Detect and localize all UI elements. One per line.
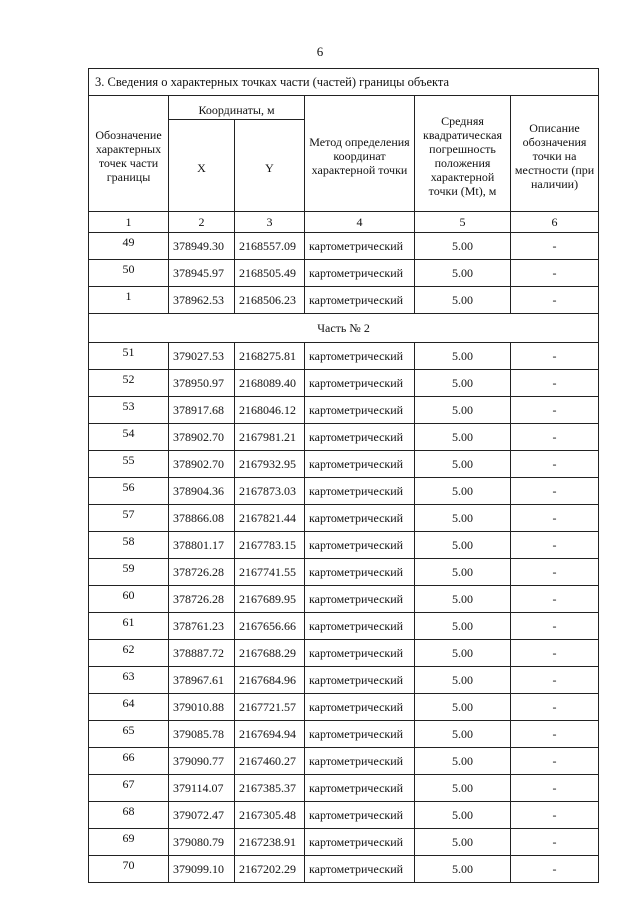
column-number: 4 xyxy=(305,212,415,233)
table-row xyxy=(89,532,599,559)
method-cell: картометрический xyxy=(305,667,415,694)
point-cell: 62 xyxy=(89,640,169,667)
point-cell: 1 xyxy=(89,287,169,314)
error-cell: 5.00 xyxy=(415,233,511,260)
part-row xyxy=(89,314,599,343)
point-cell: 49 xyxy=(89,233,169,260)
point-cell: 56 xyxy=(89,478,169,505)
x-coordinate-cell: 378950.97 xyxy=(169,370,235,397)
table-row xyxy=(89,397,599,424)
header-point: Обозначение характерных точек части границы xyxy=(89,96,169,212)
table-row xyxy=(89,233,599,260)
error-cell: 5.00 xyxy=(415,640,511,667)
description-cell: - xyxy=(511,532,599,559)
column-number: 6 xyxy=(511,212,599,233)
error-cell: 5.00 xyxy=(415,802,511,829)
part2-label: Часть № 2 xyxy=(89,314,599,343)
method-cell: картометрический xyxy=(305,694,415,721)
x-coordinate-cell: 378887.72 xyxy=(169,640,235,667)
description-cell: - xyxy=(511,802,599,829)
y-coordinate-cell: 2168089.40 xyxy=(235,370,305,397)
method-cell: картометрический xyxy=(305,260,415,287)
column-number: 3 xyxy=(235,212,305,233)
x-coordinate-cell: 379085.78 xyxy=(169,721,235,748)
x-coordinate-cell: 379099.10 xyxy=(169,856,235,883)
part2-body xyxy=(89,343,599,883)
x-coordinate-cell: 378866.08 xyxy=(169,505,235,532)
error-cell: 5.00 xyxy=(415,370,511,397)
table-row xyxy=(89,424,599,451)
method-cell: картометрический xyxy=(305,748,415,775)
point-cell: 67 xyxy=(89,775,169,802)
column-number: 5 xyxy=(415,212,511,233)
error-cell: 5.00 xyxy=(415,451,511,478)
table-row xyxy=(89,856,599,883)
column-number: 2 xyxy=(169,212,235,233)
method-cell: картометрический xyxy=(305,559,415,586)
y-coordinate-cell: 2167202.29 xyxy=(235,856,305,883)
x-coordinate-cell: 379010.88 xyxy=(169,694,235,721)
method-cell: картометрический xyxy=(305,586,415,613)
description-cell: - xyxy=(511,559,599,586)
error-cell: 5.00 xyxy=(415,721,511,748)
table-row xyxy=(89,287,599,314)
method-cell: картометрический xyxy=(305,370,415,397)
table-row xyxy=(89,721,599,748)
table-row xyxy=(89,667,599,694)
table-row xyxy=(89,748,599,775)
description-cell: - xyxy=(511,586,599,613)
y-coordinate-cell: 2167821.44 xyxy=(235,505,305,532)
description-cell: - xyxy=(511,287,599,314)
x-coordinate-cell: 379114.07 xyxy=(169,775,235,802)
method-cell: картометрический xyxy=(305,424,415,451)
table-row xyxy=(89,260,599,287)
point-cell: 50 xyxy=(89,260,169,287)
method-cell: картометрический xyxy=(305,287,415,314)
part2-header xyxy=(89,314,599,343)
y-coordinate-cell: 2168557.09 xyxy=(235,233,305,260)
description-cell: - xyxy=(511,829,599,856)
error-cell: 5.00 xyxy=(415,397,511,424)
description-cell: - xyxy=(511,856,599,883)
point-cell: 68 xyxy=(89,802,169,829)
table-row xyxy=(89,775,599,802)
point-cell: 63 xyxy=(89,667,169,694)
method-cell: картометрический xyxy=(305,343,415,370)
method-cell: картометрический xyxy=(305,856,415,883)
method-cell: картометрический xyxy=(305,397,415,424)
error-cell: 5.00 xyxy=(415,532,511,559)
y-coordinate-cell: 2168506.23 xyxy=(235,287,305,314)
point-cell: 61 xyxy=(89,613,169,640)
y-coordinate-cell: 2167460.27 xyxy=(235,748,305,775)
method-cell: картометрический xyxy=(305,775,415,802)
point-cell: 53 xyxy=(89,397,169,424)
x-coordinate-cell: 379090.77 xyxy=(169,748,235,775)
y-coordinate-cell: 2167684.96 xyxy=(235,667,305,694)
y-coordinate-cell: 2168505.49 xyxy=(235,260,305,287)
header-x: X xyxy=(169,120,235,212)
y-coordinate-cell: 2168046.12 xyxy=(235,397,305,424)
y-coordinate-cell: 2167689.95 xyxy=(235,586,305,613)
x-coordinate-cell: 378945.97 xyxy=(169,260,235,287)
section-title-row xyxy=(89,69,599,96)
description-cell: - xyxy=(511,775,599,802)
point-cell: 54 xyxy=(89,424,169,451)
description-cell: - xyxy=(511,451,599,478)
error-cell: 5.00 xyxy=(415,424,511,451)
x-coordinate-cell: 379027.53 xyxy=(169,343,235,370)
table-row xyxy=(89,343,599,370)
table-row xyxy=(89,802,599,829)
table-row xyxy=(89,586,599,613)
error-cell: 5.00 xyxy=(415,829,511,856)
section-title: 3. Сведения о характерных точках части (частей) границы объекта xyxy=(89,69,599,96)
table-row xyxy=(89,640,599,667)
error-cell: 5.00 xyxy=(415,856,511,883)
y-coordinate-cell: 2167305.48 xyxy=(235,802,305,829)
y-coordinate-cell: 2167873.03 xyxy=(235,478,305,505)
method-cell: картометрический xyxy=(305,721,415,748)
y-coordinate-cell: 2167656.66 xyxy=(235,613,305,640)
error-cell: 5.00 xyxy=(415,343,511,370)
point-cell: 66 xyxy=(89,748,169,775)
x-coordinate-cell: 378962.53 xyxy=(169,287,235,314)
table-row xyxy=(89,694,599,721)
point-cell: 57 xyxy=(89,505,169,532)
table-row xyxy=(89,829,599,856)
method-cell: картометрический xyxy=(305,532,415,559)
method-cell: картометрический xyxy=(305,640,415,667)
description-cell: - xyxy=(511,721,599,748)
x-coordinate-cell: 378917.68 xyxy=(169,397,235,424)
table-row xyxy=(89,559,599,586)
page-number: 6 xyxy=(316,44,324,59)
error-cell: 5.00 xyxy=(415,694,511,721)
point-cell: 52 xyxy=(89,370,169,397)
point-cell: 58 xyxy=(89,532,169,559)
description-cell: - xyxy=(511,370,599,397)
point-cell: 64 xyxy=(89,694,169,721)
point-cell: 60 xyxy=(89,586,169,613)
point-cell: 65 xyxy=(89,721,169,748)
y-coordinate-cell: 2167238.91 xyxy=(235,829,305,856)
y-coordinate-cell: 2167741.55 xyxy=(235,559,305,586)
point-cell: 69 xyxy=(89,829,169,856)
description-cell: - xyxy=(511,640,599,667)
header-y: Y xyxy=(235,120,305,212)
header-description: Описание обозначения точки на местности (при наличии) xyxy=(511,96,599,212)
error-cell: 5.00 xyxy=(415,667,511,694)
error-cell: 5.00 xyxy=(415,775,511,802)
error-cell: 5.00 xyxy=(415,559,511,586)
x-coordinate-cell: 378902.70 xyxy=(169,424,235,451)
method-cell: картометрический xyxy=(305,233,415,260)
table-row xyxy=(89,451,599,478)
part1-body xyxy=(89,233,599,314)
table-row xyxy=(89,370,599,397)
point-cell: 55 xyxy=(89,451,169,478)
x-coordinate-cell: 379080.79 xyxy=(169,829,235,856)
method-cell: картометрический xyxy=(305,451,415,478)
error-cell: 5.00 xyxy=(415,287,511,314)
point-cell: 51 xyxy=(89,343,169,370)
description-cell: - xyxy=(511,343,599,370)
header-method: Метод определения координат характерной точки xyxy=(305,96,415,212)
description-cell: - xyxy=(511,613,599,640)
point-cell: 59 xyxy=(89,559,169,586)
description-cell: - xyxy=(511,694,599,721)
x-coordinate-cell: 378726.28 xyxy=(169,586,235,613)
x-coordinate-cell: 378761.23 xyxy=(169,613,235,640)
column-number-row xyxy=(89,212,599,233)
error-cell: 5.00 xyxy=(415,478,511,505)
y-coordinate-cell: 2168275.81 xyxy=(235,343,305,370)
y-coordinate-cell: 2167694.94 xyxy=(235,721,305,748)
error-cell: 5.00 xyxy=(415,260,511,287)
x-coordinate-cell: 378726.28 xyxy=(169,559,235,586)
method-cell: картометрический xyxy=(305,829,415,856)
method-cell: картометрический xyxy=(305,802,415,829)
description-cell: - xyxy=(511,748,599,775)
error-cell: 5.00 xyxy=(415,505,511,532)
method-cell: картометрический xyxy=(305,505,415,532)
header-row xyxy=(89,96,599,120)
y-coordinate-cell: 2167932.95 xyxy=(235,451,305,478)
description-cell: - xyxy=(511,424,599,451)
table-row xyxy=(89,613,599,640)
description-cell: - xyxy=(511,478,599,505)
header-error: Средняя квадратическая погрешность положения характерной точки (Mt), м xyxy=(415,96,511,212)
error-cell: 5.00 xyxy=(415,748,511,775)
column-number: 1 xyxy=(89,212,169,233)
description-cell: - xyxy=(511,505,599,532)
x-coordinate-cell: 378967.61 xyxy=(169,667,235,694)
table-row xyxy=(89,478,599,505)
method-cell: картометрический xyxy=(305,613,415,640)
boundary-points-table xyxy=(88,68,599,883)
header-coordinates: Координаты, м xyxy=(169,96,305,120)
description-cell: - xyxy=(511,260,599,287)
x-coordinate-cell: 378801.17 xyxy=(169,532,235,559)
x-coordinate-cell: 378904.36 xyxy=(169,478,235,505)
description-cell: - xyxy=(511,397,599,424)
y-coordinate-cell: 2167385.37 xyxy=(235,775,305,802)
y-coordinate-cell: 2167783.15 xyxy=(235,532,305,559)
point-cell: 70 xyxy=(89,856,169,883)
description-cell: - xyxy=(511,667,599,694)
description-cell: - xyxy=(511,233,599,260)
method-cell: картометрический xyxy=(305,478,415,505)
table-row xyxy=(89,505,599,532)
y-coordinate-cell: 2167981.21 xyxy=(235,424,305,451)
x-coordinate-cell: 379072.47 xyxy=(169,802,235,829)
y-coordinate-cell: 2167721.57 xyxy=(235,694,305,721)
y-coordinate-cell: 2167688.29 xyxy=(235,640,305,667)
x-coordinate-cell: 378902.70 xyxy=(169,451,235,478)
error-cell: 5.00 xyxy=(415,613,511,640)
error-cell: 5.00 xyxy=(415,586,511,613)
x-coordinate-cell: 378949.30 xyxy=(169,233,235,260)
